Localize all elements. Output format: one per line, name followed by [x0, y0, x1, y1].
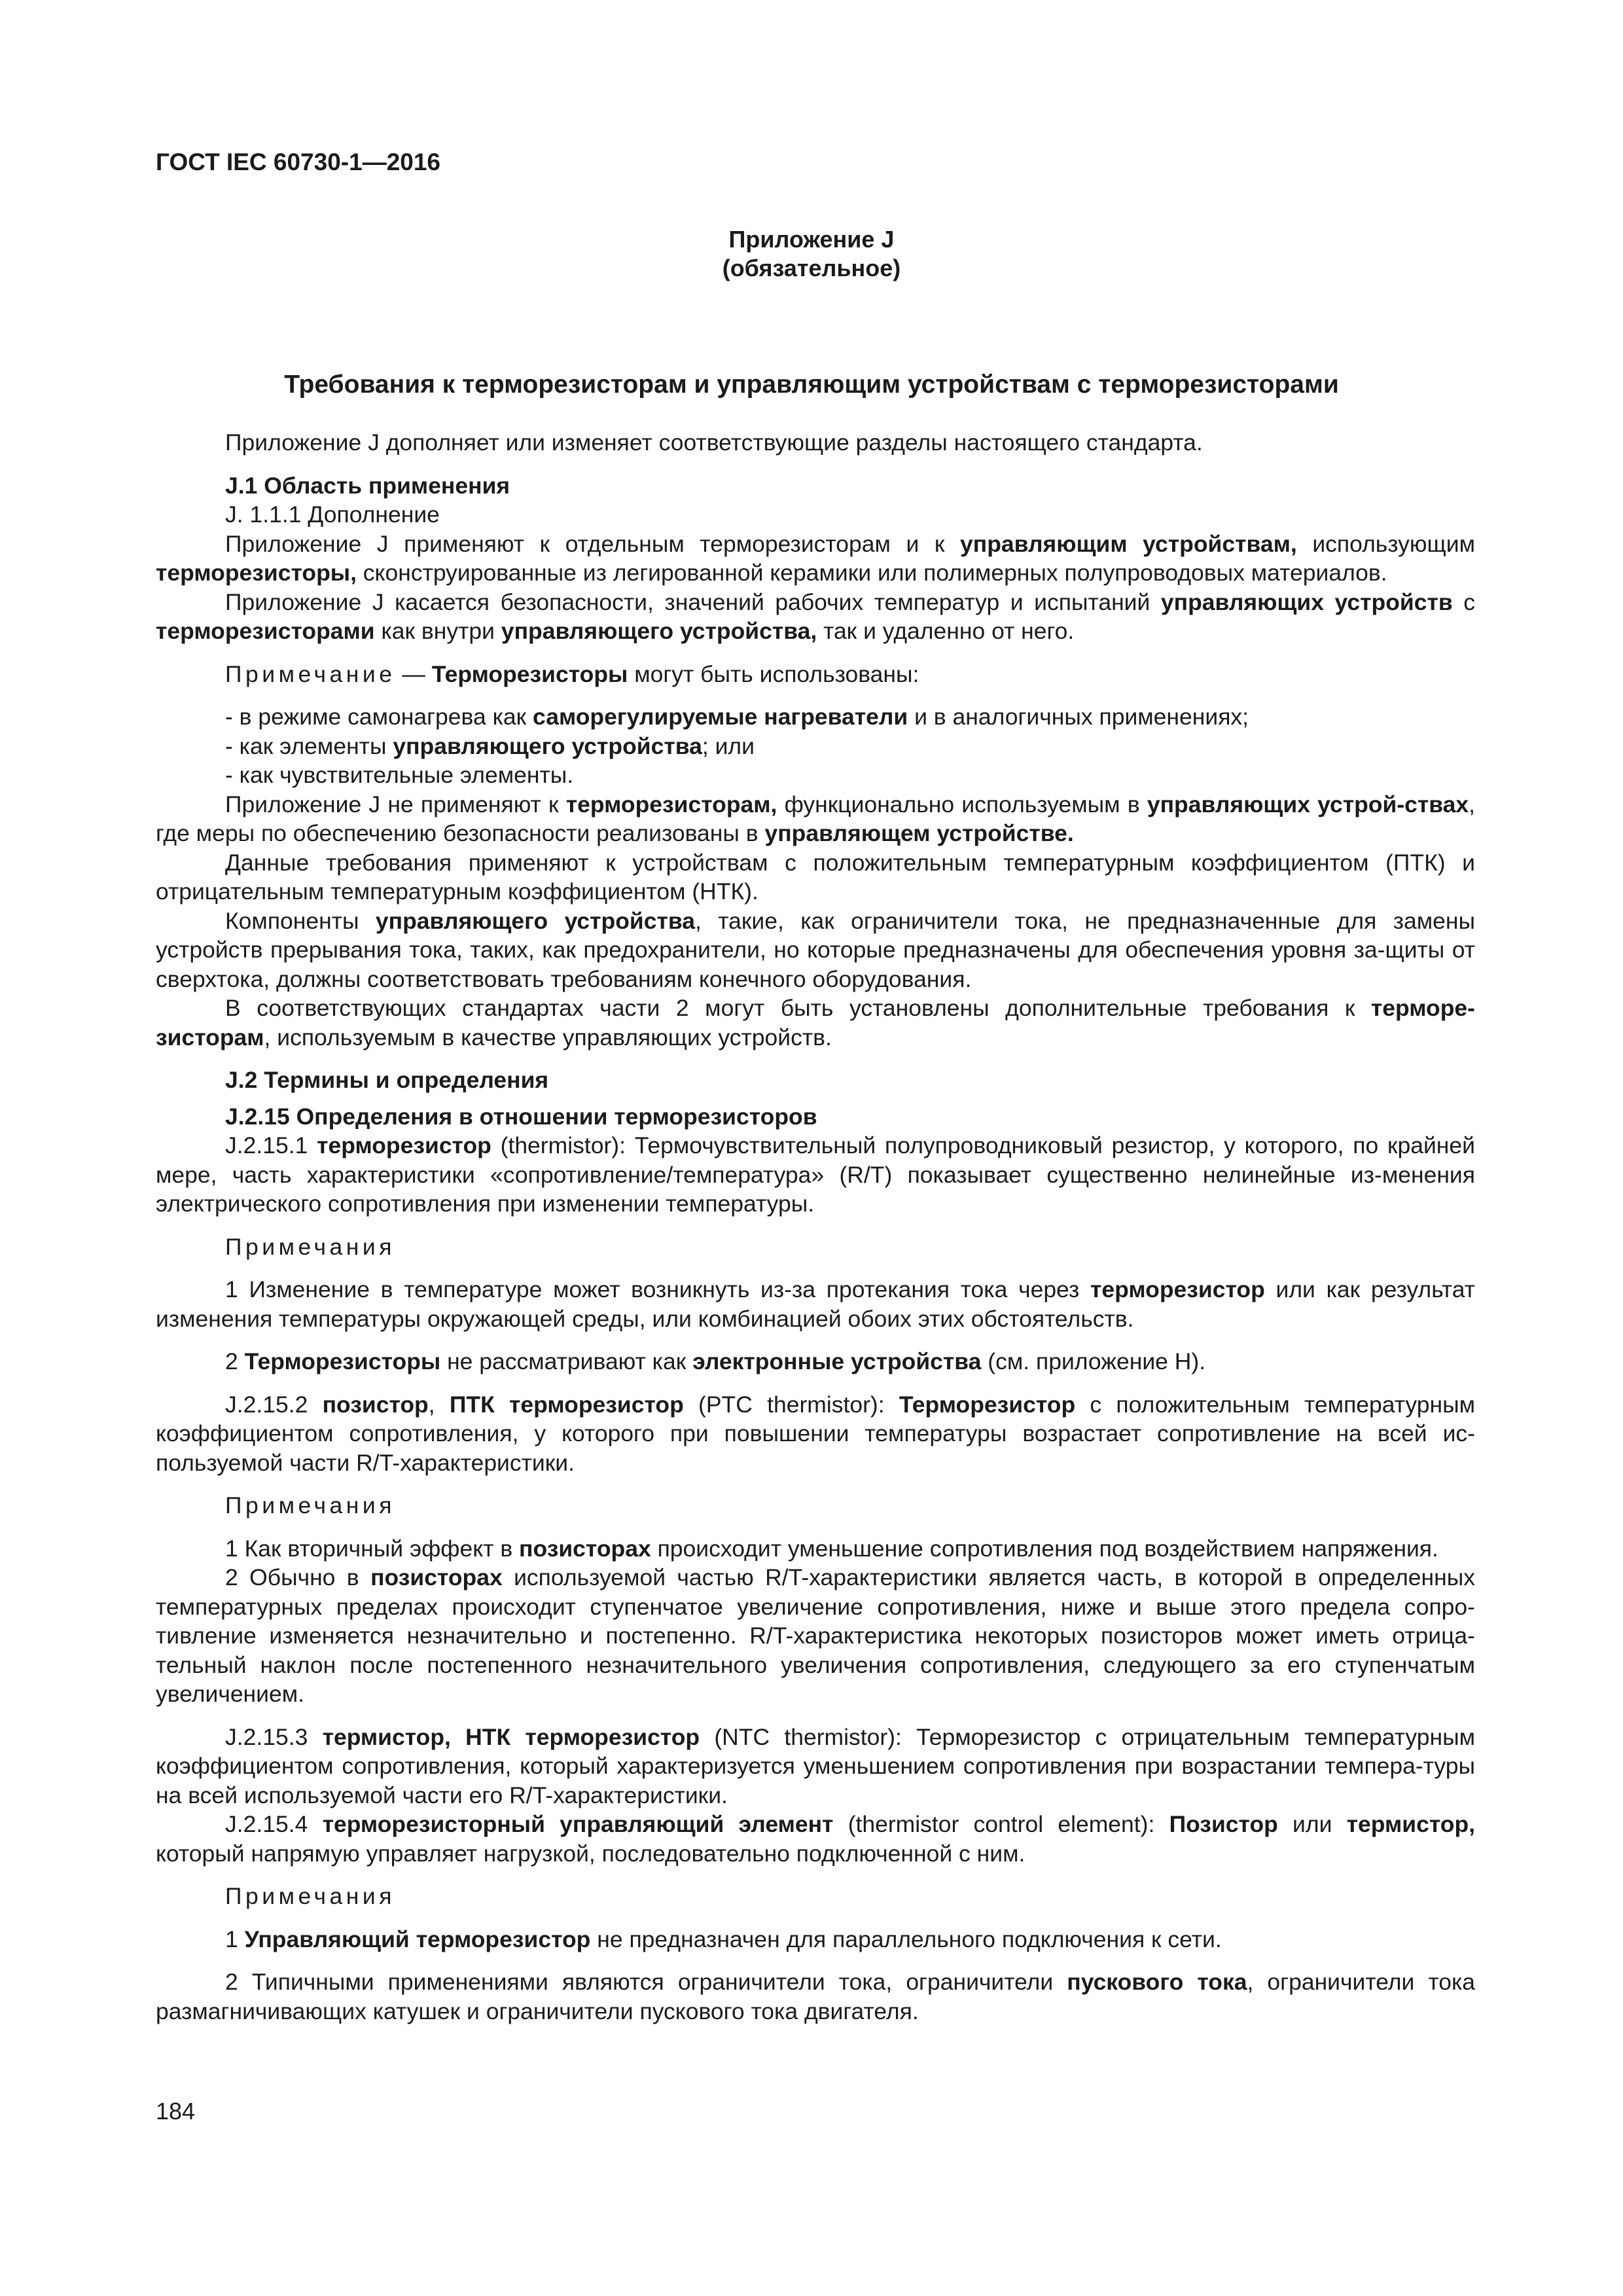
page-number: 184 [156, 2098, 196, 2125]
scope-paragraph: В соответствующих стандартах части 2 могут быть установлены дополнительные требования к терморе-зисторам, используемым в качестве управляющих устройств. [156, 995, 1475, 1050]
list-item: - в режиме самонагрева как саморегулируемые нагреватели и в аналогичных применениях; [225, 704, 1249, 730]
document-code: ГОСТ IEC 60730-1—2016 [156, 149, 441, 175]
annex-title: Требования к терморезисторам и управляющим устройствам с терморезисторами [284, 370, 1339, 399]
section-heading-j1: J.1 Область применения [225, 472, 510, 499]
scope-paragraph: Приложение J касается безопасности, значений рабочих температур и испытаний управляющих устройств с терморезисторами как внутри управляющего устройства, так и удаленно от него. [156, 588, 1475, 644]
note: Примечание — Терморезисторы могут быть использованы: [225, 660, 919, 687]
notes-label: Примечания [225, 1233, 395, 1260]
note: 2 Терморезисторы не рассматривают как электронные устройства (см. приложение Н). [225, 1348, 1206, 1374]
annex-status: (обязательное) [722, 255, 901, 281]
note: 1 Как вторичный эффект в позисторах происходит уменьшение сопротивления под воздействием напряжения. [225, 1535, 1438, 1562]
definition: J.2.15.1 терморезистор (thermistor): Термочувствительный полупроводниковый резистор, у которого, по крайней мере, часть характеристики «сопротивление/температура» (R/T) показывает существенно нелинейные из-менения электрического сопротивления при изменении температуры. [156, 1132, 1475, 1217]
scope-paragraph: Приложение J не применяют к терморезисторам, функционально используемым в управляющих устрой-ствах, где меры по обеспечению безопасности реализованы в управляющем устройстве. [156, 791, 1475, 846]
list-item: - как элементы управляющего устройства; или [225, 732, 755, 759]
scope-paragraph: Компоненты управляющего устройства, такие, как ограничители тока, не предназначенные для замены устройств прерывания тока, таких, как предохранители, но которые предназначены для обеспечения уровня за-щиты от сверхтока, должны соответствовать требованиям конечного оборудования. [156, 907, 1476, 992]
annex-label: Приложение J [728, 226, 895, 253]
section-heading-j2: J.2 Термины и определения [225, 1067, 549, 1093]
scope-paragraph: Данные требования применяют к устройствам с положительным температурным коэффициентом (ПТК) и отрицательным температурным коэффициентом (НТК). [156, 849, 1475, 905]
definition: J.2.15.4 терморезисторный управляющий элемент (thermistor control element): Позистор или термистор, который напрямую управляет нагрузкой, последовательно подключенной с ним. [156, 1811, 1475, 1867]
definition: J.2.15.2 позистор, ПТК терморезистор (PTC thermistor): Терморезистор с положительным температурным коэффициентом сопротивления, у которого при повышении температуры возрастает сопротивление на всей ис-пользуемой части R/T-характеристики. [156, 1391, 1476, 1476]
scope-paragraph: Приложение J применяют к отдельным терморезисторам и к управляющим устройствам, использующим терморезисторы, сконструированные из легированной керамики или полимерных полупроводовых материалов. [156, 530, 1475, 586]
definition: J.2.15.3 термистор, НТК терморезистор (NTC thermistor): Терморезистор с отрицательным температурным коэффициентом сопротивления, который характеризуется уменьшением сопротивления при возрастании темпера-туры на всей используемой части его R/T-характеристики. [156, 1723, 1475, 1808]
note: 1 Изменение в температуре может возникнуть из-за протекания тока через терморезистор или как результат изменения температуры окружающей среды, или комбинацией обоих этих обстоятельств. [156, 1276, 1475, 1332]
intro-paragraph: Приложение J дополняет или изменяет соответствующие разделы настоящего стандарта. [225, 429, 1203, 456]
document-body [156, 428, 1475, 2026]
notes-label: Примечания [225, 1492, 395, 1518]
list-item: - как чувствительные элементы. [225, 762, 574, 788]
subsection-heading-j2-15: J.2.15 Определения в отношении терморезисторов [225, 1103, 817, 1130]
notes-label: Примечания [225, 1883, 395, 1909]
note: 2 Типичными применениями являются ограничители тока, ограничители пускового тока, ограничители тока размагничивающих катушек и ограничители пускового тока двигателя. [156, 1969, 1475, 2024]
note: 1 Управляющий терморезистор не предназначен для параллельного подключения к сети. [225, 1926, 1222, 1952]
subsection-j1-1-1: J. 1.1.1 Дополнение [225, 501, 440, 528]
note: 2 Обычно в позисторах используемой частью R/T-характеристики является часть, в которой в определенных температурных пределах происходит ступенчатое увеличение сопротивления, ниже и выше этого предела сопро-тивление изменяется незначительно и постепенно. R/T-характеристика некоторых позисторов может иметь отрица-тельный наклон после постепенного незначительного увеличения сопротивления, следующего за его ступенчатым увеличением. [156, 1564, 1476, 1707]
annex-heading [0, 225, 1623, 283]
